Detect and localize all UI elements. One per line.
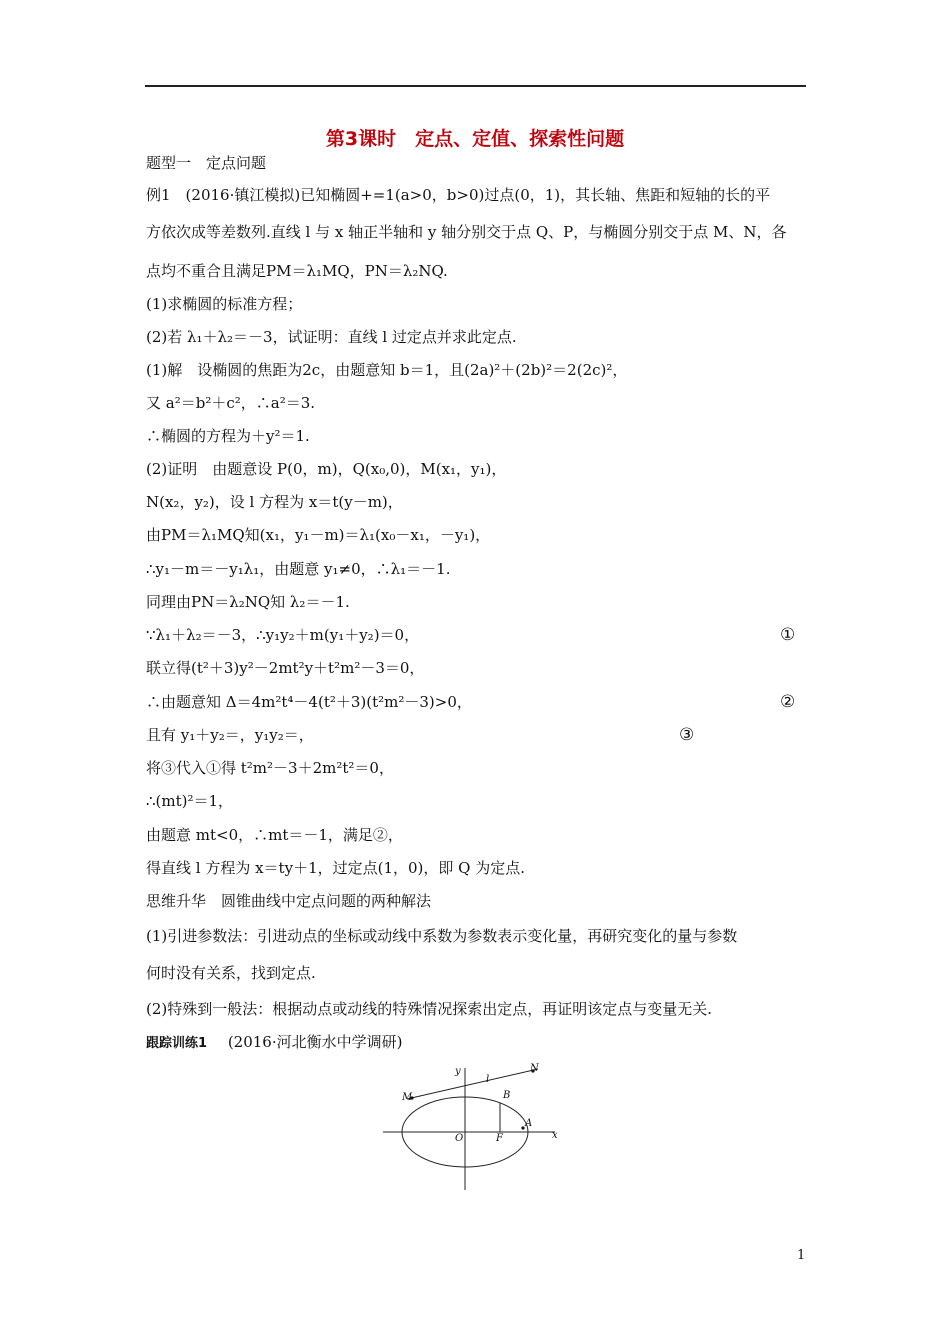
page-number: 1 [797,1248,806,1263]
text-line: 由PM＝λ₁MQ知(x₁，y₁－m)＝λ₁(x₀－x₁，－y₁)， [146,526,491,544]
label-n: N [530,1063,539,1074]
line-l [407,1069,538,1099]
text-line: (2)证明 由题意设 P(0，m)，Q(x₀,0)，M(x₁，y₁)， [146,460,507,478]
label-a: A [525,1118,533,1129]
text-line: (1)求椭圆的标准方程； [146,295,303,313]
text-line: (1)引进参数法：引进动点的坐标或动线中系数为参数表示变化量，再研究变化的量与参数 [146,927,738,945]
practice-line [146,1032,402,1054]
text-line: 例1 (2016·镇江模拟)已知椭圆+=1(a>0，b>0)过点(0，1)，其长轴、焦距和短轴的长的平 [146,186,771,204]
section-heading: 题型一 定点问题 [146,154,267,172]
text-line: 由题意 mt<0，∴mt＝－1，满足②， [146,826,403,844]
text-line: (2)特殊到一般法：根据动点或动线的特殊情况探索出定点，再证明该定点与变量无关. [146,1000,713,1018]
text-line: (2)若 λ₁＋λ₂＝－3，试证明：直线 l 过定点并求此定点. [146,328,517,346]
equation-marker-2: ② [780,692,796,712]
text-line: ∴(mt)²＝1， [146,792,234,810]
label-y: y [455,1066,461,1077]
text-line: 将③代入①得 t²m²－3＋2m²t²＝0， [146,759,394,777]
equation-marker-3: ③ [679,725,695,745]
text-line: 且有 y₁＋y₂＝，y₁y₂＝， [146,726,314,744]
text-line: ∴由题意知 Δ＝4m²t⁴－4(t²＋3)(t²m²－3)>0， [146,693,472,711]
label-l: l [486,1074,490,1085]
practice-label: 跟踪训练1 [146,1036,208,1051]
text-line: N(x₂，y₂)，设 l 方程为 x＝t(y－m)， [146,493,403,511]
text-line: 方依次成等差数列.直线 l 与 x 轴正半轴和 y 轴分别交于点 Q、P，与椭圆分别交于点 M、N，各 [146,223,787,241]
text-line: ∴椭圆的方程为＋y²＝1. [146,427,310,445]
text-line: 又 a²＝b²＋c²，∴a²＝3. [146,394,316,412]
label-x: x [552,1130,558,1141]
label-b: B [503,1090,511,1101]
insight-heading: 思维升华 圆锥曲线中定点问题的两种解法 [146,892,432,910]
text-line: 联立得(t²＋3)y²－2mt²y＋t²m²－3＝0， [146,659,425,677]
text-line: 得直线 l 方程为 x＝ty＋1，过定点(1，0)，即 Q 为定点. [146,859,526,877]
equation-marker-1: ① [780,625,796,645]
text-line: ∵λ₁＋λ₂＝－3，∴y₁y₂＋m(y₁＋y₂)＝0， [146,626,420,644]
label-o: O [455,1133,464,1144]
ellipse-figure [375,1062,575,1197]
label-m: M [402,1092,413,1103]
text-line: ∴y₁－m＝－y₁λ₁，由题意 y₁≠0，∴λ₁＝－1. [146,560,451,578]
practice-source: (2016·河北衡水中学调研) [227,1033,403,1051]
header-rule [145,85,806,87]
lesson-title: 第3课时 定点、定值、探索性问题 [325,128,625,150]
text-line: 何时没有关系，找到定点. [146,964,316,982]
text-line: 点均不重合且满足PM＝λ₁MQ，PN＝λ₂NQ. [146,262,448,280]
label-f: F [496,1133,503,1144]
text-line: 同理由PN＝λ₂NQ知 λ₂＝－1. [146,593,350,611]
text-line: (1)解 设椭圆的焦距为2c，由题意知 b＝1，且(2a)²＋(2b)²＝2(2c)²， [146,361,628,379]
